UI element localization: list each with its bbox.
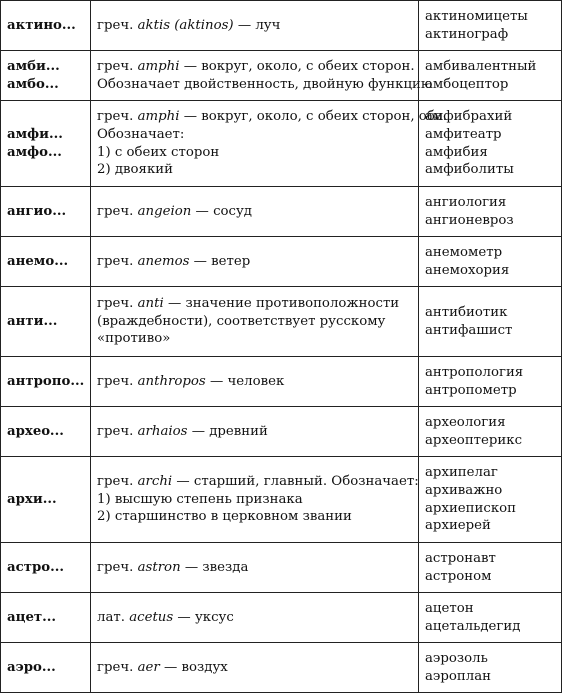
example-word: астроном: [425, 568, 492, 584]
prefix-text: аэро...: [7, 659, 56, 675]
source-word: arhaios: [137, 423, 188, 439]
example-word: амфиболиты: [425, 162, 514, 178]
table-row: [1, 407, 562, 457]
example-word: антифашист: [425, 322, 513, 338]
meaning-line: [97, 423, 412, 441]
source-word: angeion: [137, 203, 192, 219]
table-row: [1, 287, 562, 357]
example-word: анемометр: [425, 244, 503, 260]
example-word: актинограф: [425, 26, 509, 42]
meaning-line: [97, 17, 412, 35]
example-word: археоптерикс: [425, 432, 523, 448]
meaning-line: [97, 313, 412, 331]
examples-cell: [419, 187, 562, 237]
examples-cell: [419, 593, 562, 643]
language-abbr: греч.: [97, 58, 134, 74]
language-abbr: греч.: [97, 17, 134, 33]
example-word: аэрозоль: [425, 650, 488, 666]
source-word: astron: [137, 559, 181, 575]
meaning-text: — луч: [237, 17, 281, 33]
language-abbr: греч.: [97, 253, 134, 269]
prefix-text: амбо...: [7, 76, 59, 92]
example-word: амфибрахий: [425, 109, 513, 125]
prefix-text: архи...: [7, 491, 57, 507]
language-abbr: греч.: [97, 659, 134, 675]
meaning-cell: [91, 643, 419, 693]
meaning-text: Обозначает двойственность, двойную функцию: [97, 76, 433, 92]
meaning-text: — сосуд: [195, 203, 252, 219]
example-word: архиепископ: [425, 500, 517, 516]
prefix-cell: [1, 543, 91, 593]
meaning-text: — старший, главный. Обозначает:: [176, 474, 419, 490]
meaning-text: — ветер: [193, 253, 251, 269]
example-word: ангионевроз: [425, 212, 514, 228]
meaning-line: [97, 473, 419, 491]
example-word: архиерей: [425, 518, 491, 534]
meaning-cell: [91, 543, 419, 593]
prefix-cell: [1, 101, 91, 187]
meaning-cell: [91, 407, 419, 457]
table-row: [1, 457, 562, 543]
meaning-line: [97, 161, 412, 179]
meaning-cell: [91, 287, 419, 357]
source-word: aer: [137, 659, 160, 675]
table-body: [1, 1, 562, 693]
language-abbr: греч.: [97, 559, 134, 575]
examples-cell: [419, 643, 562, 693]
meaning-cell: [91, 593, 419, 643]
meaning-text: (враждебности), соответствует русскому: [97, 313, 386, 329]
meaning-line: [97, 253, 412, 271]
prefix-text: амфи...: [7, 126, 63, 142]
example-word: аэроплан: [425, 668, 491, 684]
prefix-cell: [1, 593, 91, 643]
table-row: [1, 543, 562, 593]
example-word: астронавт: [425, 550, 496, 566]
example-word: амфибия: [425, 144, 488, 160]
meaning-text: 1) с обеих сторон: [97, 144, 220, 160]
meaning-cell: [91, 1, 419, 51]
meaning-text: — воздух: [164, 659, 228, 675]
examples-cell: [419, 457, 562, 543]
meaning-cell: [91, 101, 447, 187]
table-row: [1, 101, 562, 187]
meaning-line: [97, 144, 412, 162]
meaning-line: [97, 295, 412, 313]
source-word: aktis (aktinos): [137, 17, 234, 33]
language-abbr: лат.: [97, 609, 125, 625]
meaning-line: [97, 659, 412, 677]
prefix-text: амби...: [7, 58, 60, 74]
prefix-text: анемо...: [7, 253, 69, 269]
source-word: anti: [137, 296, 164, 312]
language-abbr: греч.: [97, 203, 134, 219]
prefix-text: астро...: [7, 559, 65, 575]
examples-cell: [419, 357, 562, 407]
prefix-cell: [1, 287, 91, 357]
prefix-cell: [1, 237, 91, 287]
example-word: антропология: [425, 364, 524, 380]
examples-cell: [419, 101, 562, 187]
language-abbr: греч.: [97, 474, 134, 490]
meaning-text: — звезда: [184, 559, 249, 575]
prefix-text: ангио...: [7, 203, 67, 219]
example-word: архипелаг: [425, 465, 498, 481]
prefix-text: актино...: [7, 17, 76, 33]
example-word: архиважно: [425, 482, 503, 498]
example-word: ацетальдегид: [425, 618, 521, 634]
meaning-line: [97, 609, 412, 627]
table-row: [1, 237, 562, 287]
prefix-cell: [1, 51, 91, 101]
meaning-line: [97, 330, 412, 348]
prefix-cell: [1, 457, 91, 543]
meaning-text: «противо»: [97, 331, 171, 347]
meaning-line: [97, 76, 433, 94]
prefix-text: археo...: [7, 423, 64, 439]
prefix-cell: [1, 187, 91, 237]
example-word: анемохория: [425, 262, 510, 278]
prefix-text: ацет...: [7, 609, 57, 625]
table-row: [1, 187, 562, 237]
prefix-cell: [1, 407, 91, 457]
meaning-line: [97, 508, 412, 526]
meaning-text: — значение противоположности: [167, 296, 400, 312]
example-word: амбивалентный: [425, 58, 537, 74]
examples-cell: [419, 1, 562, 51]
example-word: амфитеатр: [425, 126, 502, 142]
language-abbr: греч.: [97, 373, 134, 389]
example-word: ангиология: [425, 194, 507, 210]
meaning-text: — уксус: [177, 609, 234, 625]
source-word: amphi: [137, 58, 180, 74]
source-word: amphi: [137, 109, 180, 125]
meaning-line: [97, 491, 412, 509]
meaning-line: [97, 559, 412, 577]
table-row: [1, 1, 562, 51]
meaning-text: — человек: [209, 373, 285, 389]
meaning-line: [97, 58, 415, 76]
meaning-text: 2) двоякий: [97, 162, 173, 178]
meaning-cell: [91, 187, 419, 237]
meaning-text: 1) высшую степень признака: [97, 491, 303, 507]
prefix-text: антропо...: [7, 373, 85, 389]
example-word: ацетон: [425, 600, 474, 616]
meaning-text: — вокруг, около, с обеих сторон, оба.: [183, 109, 447, 125]
prefix-cell: [1, 643, 91, 693]
prefix-text: анти...: [7, 313, 58, 329]
meaning-text: — вокруг, около, с обеих сторон.: [183, 58, 415, 74]
meaning-text: Обозначает:: [97, 126, 185, 142]
examples-cell: [419, 407, 562, 457]
meaning-text: — древний: [191, 423, 268, 439]
example-word: актиномицеты: [425, 8, 528, 24]
meaning-cell: [91, 457, 419, 543]
prefix-cell: [1, 1, 91, 51]
source-word: archi: [137, 474, 173, 490]
example-word: амбоцептор: [425, 76, 509, 92]
prefix-cell: [1, 357, 91, 407]
meaning-cell: [91, 51, 433, 101]
meaning-line: [97, 126, 412, 144]
table-row: [1, 643, 562, 693]
examples-cell: [419, 51, 562, 101]
meaning-cell: [91, 237, 419, 287]
example-word: археология: [425, 414, 506, 430]
language-abbr: греч.: [97, 109, 134, 125]
source-word: anthropos: [137, 373, 206, 389]
meaning-text: 2) старшинство в церковном звании: [97, 509, 352, 525]
meaning-cell: [91, 357, 419, 407]
meaning-line: [97, 203, 412, 221]
table-row: [1, 593, 562, 643]
prefix-text: амфо...: [7, 144, 62, 160]
example-word: антибиотик: [425, 304, 508, 320]
source-word: anemos: [137, 253, 190, 269]
source-word: acetus: [129, 609, 174, 625]
examples-cell: [419, 543, 562, 593]
table-row: [1, 357, 562, 407]
examples-cell: [419, 237, 562, 287]
meaning-line: [97, 108, 447, 126]
table-row: [1, 51, 562, 101]
language-abbr: греч.: [97, 423, 134, 439]
language-abbr: греч.: [97, 296, 134, 312]
meaning-line: [97, 373, 412, 391]
example-word: антропометр: [425, 382, 517, 398]
examples-cell: [419, 287, 562, 357]
